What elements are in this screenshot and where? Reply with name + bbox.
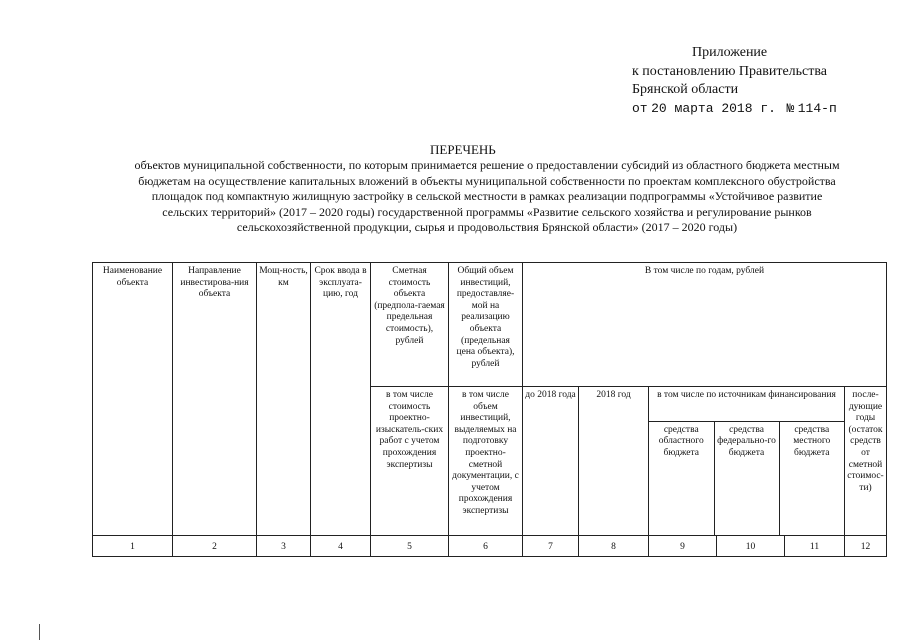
date-prefix: от <box>632 100 648 116</box>
column-number: 12 <box>845 536 887 557</box>
header-by-years: В том числе по годам, рублей <box>523 263 887 387</box>
column-number: 10 <box>717 536 785 557</box>
number-label: № <box>786 100 795 116</box>
subtitle-line: сельских территорий» (2017 – 2020 годы) государственной программы «Развитие сельского хозяйства и регулирование рынков <box>162 204 812 219</box>
header-sources-group <box>649 387 845 536</box>
header-federal-budget: средства федерально-го бюджета <box>714 421 779 535</box>
document-title: ПЕРЕЧЕНЬ <box>430 142 496 157</box>
column-number: 2 <box>173 536 257 557</box>
appendix-block <box>632 44 892 118</box>
appendix-resolution-line: к постановлению Правительства <box>632 63 828 79</box>
subtitle-line: площадок под компактную жилищную застройку в сельской местности в рамках реализации подпрограммы «Устойчивое развитие <box>151 189 823 203</box>
column-number: 9 <box>649 536 717 557</box>
header-year-2018: 2018 год <box>579 387 649 536</box>
column-number: 1 <box>93 536 173 557</box>
header-investment-design: в том числе объем инвестиций, выделяемых на подготовку проектно-сметной документации, с учетом прохождения экспертизы <box>449 387 523 536</box>
document-subtitle <box>92 158 882 236</box>
column-number: 11 <box>785 536 845 557</box>
subtitle-line: сельскохозяйственной продукции, сырья и продовольствия Брянской области» (2017 – 2020 годы) <box>236 220 738 234</box>
header-direction: Направление инвестирова-ния объекта <box>173 263 257 536</box>
column-number: 8 <box>579 536 649 557</box>
header-total-investment: Общий объем инвестиций, предоставляе-мой на реализацию объекта (предельная цена объекта), рублей <box>449 263 523 387</box>
scan-artifact <box>39 624 40 640</box>
header-object-name: Наименование объекта <box>93 263 173 536</box>
header-estimate-cost: Сметная стоимость объекта (предпола-гаемая предельная стоимость), рублей <box>371 263 449 387</box>
subtitle-line: объектов муниципальной собственности, по которым принимается решение о предоставлении субсидий из областного бюджета местным <box>134 158 840 172</box>
resolution-number: 114-п <box>797 100 837 116</box>
subtitle-line: бюджетам на осуществление капитальных вложений в объекты муниципальной собственности по проектам комплексного обустройства <box>138 173 836 188</box>
column-number: 5 <box>371 536 449 557</box>
header-regional-budget: средства областного бюджета <box>649 421 714 535</box>
header-commission-year: Срок ввода в эксплуата-цию, год <box>311 263 371 536</box>
column-numbers-row <box>93 536 887 557</box>
column-number: 7 <box>523 536 579 557</box>
sources-subtable <box>649 387 844 535</box>
appendix-date-line <box>632 100 892 119</box>
header-local-budget: средства местного бюджета <box>793 424 831 458</box>
column-number: 3 <box>257 536 311 557</box>
header-estimate-design: в том числе стоимость проектно-изыскатель-ских работ с учетом прохождения экспертизы <box>371 387 449 536</box>
header-subsequent-years: после-дующие годы (остаток средств от сметной стоимос-ти) <box>845 387 887 536</box>
header-capacity: Мощ-ность, км <box>257 263 311 536</box>
appendix-region-line: Брянской области <box>632 82 739 97</box>
column-number: 4 <box>311 536 371 557</box>
appendix-label: Приложение <box>692 45 768 60</box>
header-before-2018: до 2018 года <box>523 387 579 536</box>
resolution-date: 20 марта 2018 г. <box>651 100 776 116</box>
header-by-sources: в том числе по источникам финансирования <box>649 387 844 421</box>
investment-table <box>92 262 887 557</box>
column-number: 6 <box>449 536 523 557</box>
